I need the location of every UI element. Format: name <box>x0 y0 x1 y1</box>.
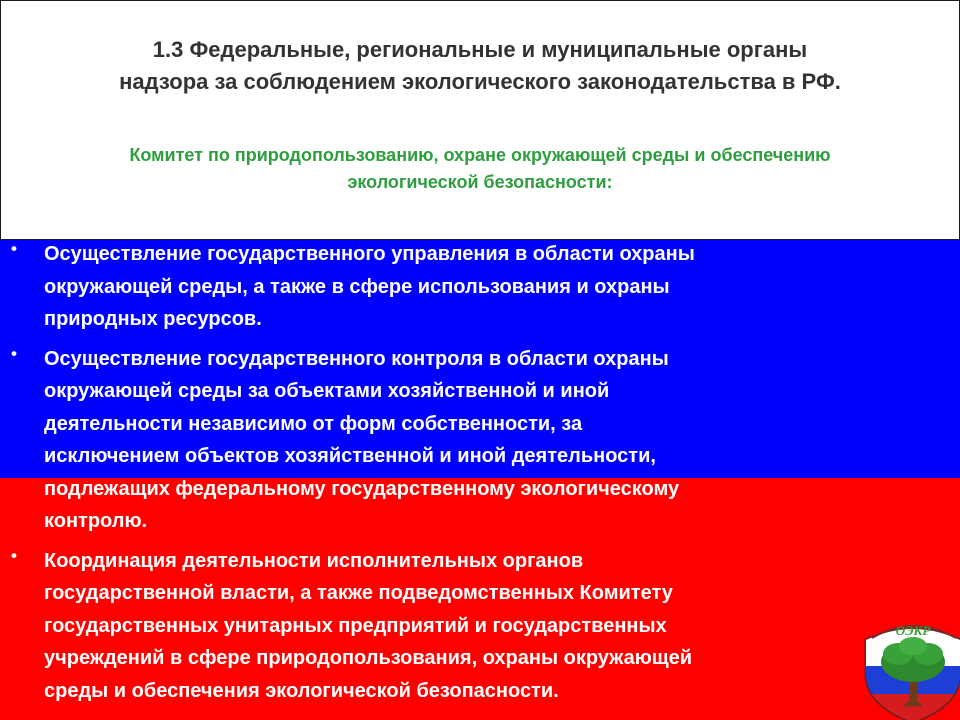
function-item-line: деятельности независимо от форм собственности, за <box>44 412 583 435</box>
function-item-line: Координация деятельности исполнительных органов <box>44 549 584 572</box>
committee-heading-line: экологической безопасности: <box>347 172 613 192</box>
function-item-line: контролю. <box>44 510 148 532</box>
function-item-line: окружающей среды, а также в сфере использования и охраны <box>44 275 670 298</box>
slide-title-line: 1.3 Федеральные, региональные и муниципальные органы <box>152 37 808 62</box>
slide-title <box>0 34 960 98</box>
emblem-caption: ОЭКР <box>895 623 931 638</box>
function-item-line: окружающей среды за объектами хозяйственной и иной <box>44 380 610 402</box>
function-item-management <box>11 238 924 336</box>
bullet-icon: • <box>11 343 17 363</box>
function-item-line: государственной власти, а также подведомственных Комитету <box>44 582 673 604</box>
function-item-coordination <box>11 545 924 708</box>
function-item-control <box>11 343 924 538</box>
functions-list <box>11 238 924 714</box>
function-item-line: учреждений в сфере природопользования, охраны окружающей <box>44 647 693 669</box>
function-item-line: природных ресурсов. <box>44 308 262 330</box>
function-item-line: Осуществление государственного управления в области охраны <box>44 243 695 265</box>
function-item-line: среды и обеспечения экологической безопасности. <box>44 679 559 702</box>
bullet-icon: • <box>11 545 17 565</box>
eco-shield-emblem-icon <box>858 614 960 720</box>
function-item-line: исключением объектов хозяйственной и иной деятельности, <box>44 445 656 467</box>
committee-heading <box>0 142 960 196</box>
slide-title-line: надзора за соблюдением экологического законодательства в РФ. <box>119 69 841 94</box>
function-item-line: подлежащих федеральному государственному экологическому <box>44 477 680 500</box>
committee-heading-line: Комитет по природопользованию, охране окружающей среды и обеспечению <box>129 145 831 165</box>
function-item-line: Осуществление государственного контроля в области охраны <box>44 347 669 370</box>
function-item-line: государственных унитарных предприятий и государственных <box>44 614 667 637</box>
bullet-icon: • <box>11 239 17 258</box>
